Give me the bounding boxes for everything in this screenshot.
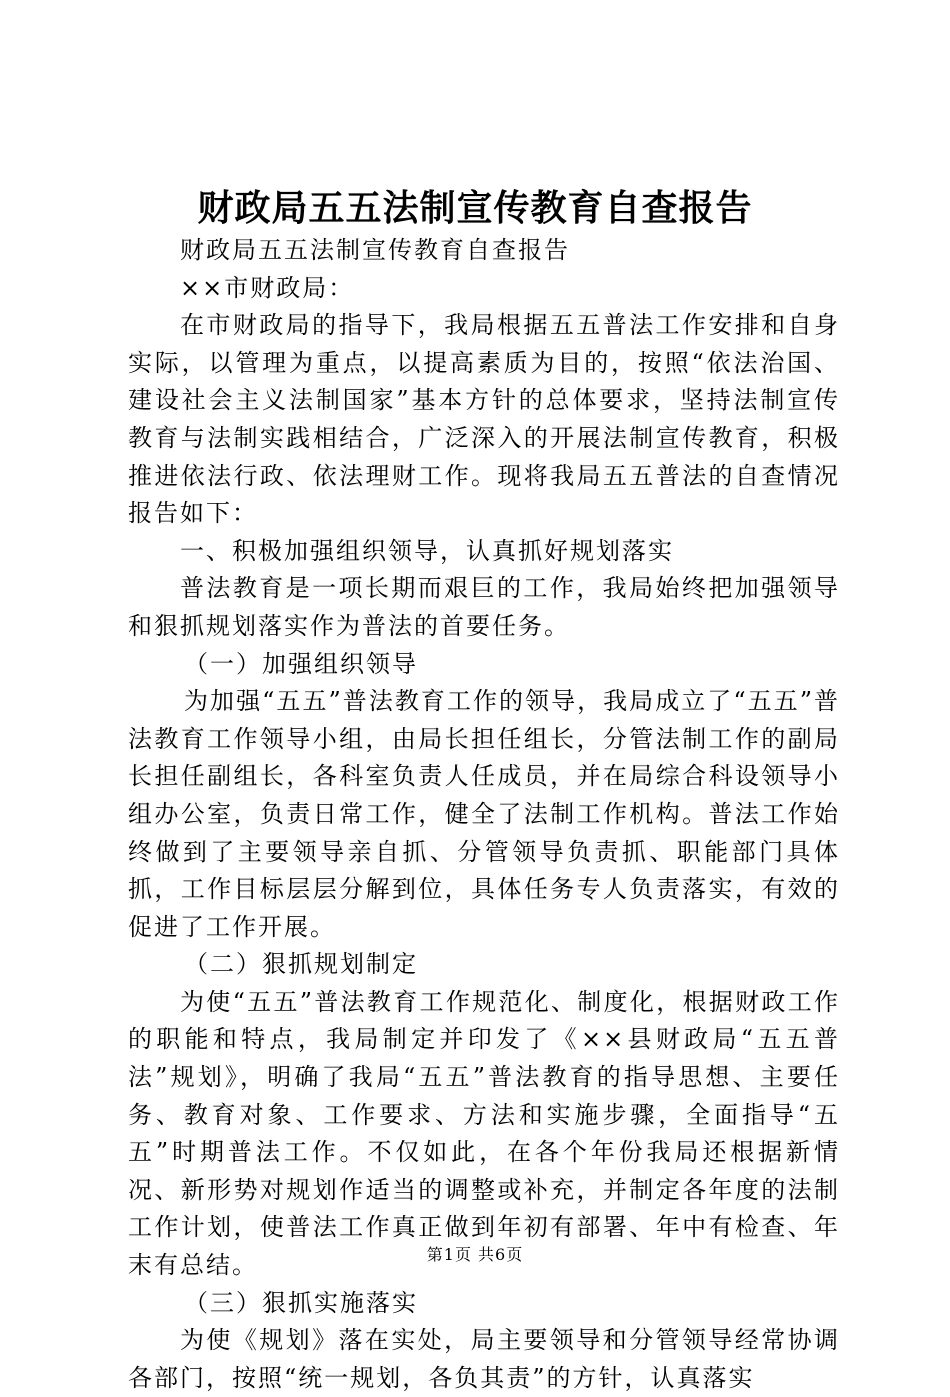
paragraph-section-1: 普法教育是一项长期而艰巨的工作，我局始终把加强领导和狠抓规划落实作为普法的首要任务。 bbox=[128, 574, 840, 640]
paragraph-intro: 在市财政局的指导下，我局根据五五普法工作安排和自身实际，以管理为重点，以提高素质为目的，按照“依法治国、建设社会主义法制国家”基本方针的总体要求，坚持法制宣传教育与法制实践相结合，广泛深入的开展法制宣传教育，积极推进依法行政、依法理财工作。现将我局五五普法的自查情况报告如下： bbox=[128, 311, 840, 528]
section-heading-1: 一、积极加强组织领导，认真抓好规划落实 bbox=[180, 536, 674, 565]
paragraph-addressee: ××市财政局： bbox=[180, 273, 355, 302]
paragraph-subsection-1: 为加强“五五”普法教育工作的领导，我局成立了“五五”普法教育工作领导小组，由局长担任组长，分管法制工作的副局长担任副组长，各科室负责人任成员，并在局综合科设领导小组办公室，负责日常工作，健全了法制工作机构。普法工作始终做到了主要领导亲自抓、分管领导负责抓、职能部门具体抓，工作目标层层分解到位，具体任务专人负责落实，有效的促进了工作开展。 bbox=[128, 687, 840, 941]
paragraph-subtitle: 财政局五五法制宣传教育自查报告 bbox=[180, 236, 570, 264]
subsection-heading-1: （一）加强组织领导 bbox=[184, 649, 418, 678]
subsection-heading-2: （二）狠抓规划制定 bbox=[184, 950, 418, 979]
paragraph-subsection-2: 为使“五五”普法教育工作规范化、制度化，根据财政工作的职能和特点，我局制定并印发了《××县财政局“五五普法”规划》，明确了我局“五五”普法教育的指导思想、主要任务、教育对象、工作要求、方法和实施步骤，全面指导“五五”时期普法工作。不仅如此，在各个年份我局还根据新情况、新形势对规划作适当的调整或补充，并制定各年度的法制工作计划，使普法工作真正做到年初有部署、年中有检查、年末有总结。 bbox=[128, 987, 840, 1280]
paragraph-subsection-3: 为使《规划》落在实处，局主要领导和分管领导经常协调各部门，按照“统一规划，各负其责”的方针，认真落实 bbox=[128, 1326, 840, 1392]
document-title: 财政局五五法制宣传教育自查报告 bbox=[197, 187, 753, 229]
subsection-heading-3: （三）狠抓实施落实 bbox=[184, 1288, 418, 1317]
document-body bbox=[128, 232, 840, 1397]
page-footer: 第1页 共6页 bbox=[426, 1245, 524, 1264]
